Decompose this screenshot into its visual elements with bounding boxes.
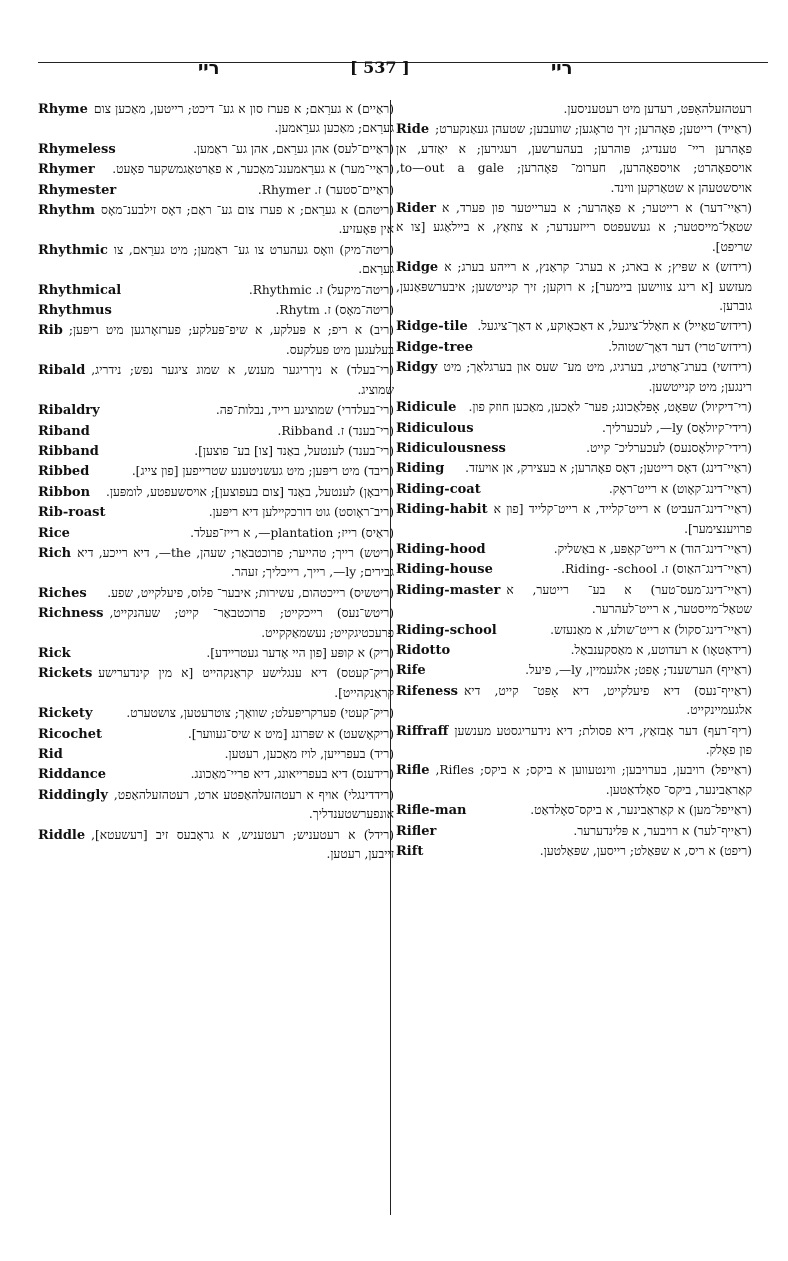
entry-definition: א רייט־קלייד, א רייט־קלייד [פון א פרויענצימער]. bbox=[493, 502, 752, 536]
entry-definition: לעכערליכ־ קייט. bbox=[586, 440, 666, 455]
dictionary-entry bbox=[396, 100, 752, 119]
entry-headword: Rickets bbox=[38, 666, 93, 682]
header-guide-word-right: ריי bbox=[551, 58, 573, 79]
entry-pronunciation: (ריטש) bbox=[359, 545, 394, 560]
entry-definition: א קאַראַבינער, א ביקס־סאָלדאַט. bbox=[530, 803, 685, 818]
page-header bbox=[38, 20, 768, 79]
entry-headword: Rhythmic bbox=[38, 242, 108, 258]
entry-headword: Rifle-man bbox=[396, 803, 467, 819]
entry-pronunciation: (ראַייף־נעס) bbox=[694, 683, 752, 698]
entry-headword: Riding-house bbox=[396, 562, 493, 578]
entry-pronunciation: (רי־בעלדרי) bbox=[337, 403, 394, 418]
entry-headword: Ribbon bbox=[38, 484, 91, 500]
dictionary-entry bbox=[396, 398, 752, 417]
entry-headword: Riding-master bbox=[396, 582, 501, 598]
entry-definition: ז. Ribband. bbox=[277, 423, 345, 438]
entry-pronunciation: (ריטה־מיקעל) bbox=[326, 282, 394, 297]
entry-headword: Rid bbox=[38, 747, 63, 762]
entry-headword: Ribald bbox=[38, 363, 86, 379]
entry-headword: Rhymer bbox=[38, 162, 95, 178]
dictionary-entry bbox=[38, 140, 394, 159]
entry-headword: Riddance bbox=[38, 767, 106, 783]
entry-pronunciation: (ראַיי־דער) bbox=[699, 201, 752, 216]
entry-headword: Riches bbox=[38, 585, 87, 601]
entry-definition: א רעדוטע, א מאַסקענבאַל. bbox=[570, 642, 699, 657]
entry-headword: Riding-school bbox=[396, 622, 497, 638]
entry-pronunciation: (רידזשי) bbox=[712, 360, 752, 375]
entry-headword: Ridotto bbox=[396, 642, 451, 658]
dictionary-entry bbox=[38, 160, 394, 179]
entry-pronunciation: (ראַיי־דינג־סקול) bbox=[674, 622, 752, 637]
entry-definition: שפּאָט, אָפּלאַכונג; פער־ לאַכען, מאַכען חוזק פון. bbox=[468, 400, 698, 415]
dictionary-entry bbox=[38, 281, 394, 300]
columns bbox=[38, 100, 768, 1215]
entry-headword: Ridge-tree bbox=[396, 339, 473, 355]
dictionary-entry bbox=[38, 584, 394, 603]
entry-definition: ly—, לעכערליך. bbox=[601, 420, 683, 435]
entry-pronunciation: (ראַייפל־מען) bbox=[688, 803, 752, 818]
entry-headword: Rhythm bbox=[38, 203, 96, 219]
dictionary-entry bbox=[396, 480, 752, 499]
entry-pronunciation: (ריבד) bbox=[363, 464, 394, 479]
entry-headword: Rhyme bbox=[38, 102, 88, 117]
entry-pronunciation: (ראַיים־סטער) bbox=[325, 182, 394, 197]
entry-headword: Ridiculousness bbox=[396, 440, 506, 456]
entry-definition: בערג־אַרטיג, בערגיג, מיט מע־ שעס און בערגלאַך; מיט רינגען; מיט קנייטשען. bbox=[443, 360, 752, 394]
dictionary-entry bbox=[396, 199, 752, 257]
entry-pronunciation: (ריטהם) bbox=[353, 203, 394, 218]
dictionary-entry bbox=[38, 181, 394, 200]
entry-definition: אויף א רעטהזעלהאַפטע ארט, רעטהזעלהאַפט, אונפערשטענדליך. bbox=[113, 787, 394, 822]
entry-pronunciation: (ראַיי־מער) bbox=[340, 162, 394, 177]
entry-pronunciation: (רידי־קיולאָסנעס) bbox=[669, 440, 752, 455]
entry-definition: א רייטער; א פאָהרער; א בערייטער פון פערד, א שטאַל־מייסטער; א געשעפטס רייזענדער; א צוזאַץ, א ביילאַגע [צו א שריפט]. bbox=[396, 201, 752, 254]
entry-headword: Rich bbox=[38, 545, 72, 561]
entry-headword: Riding-hood bbox=[396, 541, 486, 557]
entry-headword: Riband bbox=[38, 423, 90, 439]
dictionary-entry bbox=[38, 745, 394, 764]
entry-definition: א רייט־ראָק. bbox=[608, 481, 669, 496]
entry-pronunciation: (רידענס) bbox=[351, 767, 394, 782]
entry-pronunciation: (ריק־קעטי) bbox=[340, 706, 394, 721]
dictionary-entry bbox=[396, 722, 752, 761]
entry-headword: Ridge-tile bbox=[396, 319, 468, 335]
entry-pronunciation: (ראַייף) bbox=[716, 663, 752, 678]
dictionary-entry bbox=[38, 201, 394, 240]
entry-headword: Rib bbox=[38, 323, 63, 339]
entry-pronunciation: (רי־בענד) bbox=[348, 423, 394, 438]
entry-definition: ז. Rhythmic. bbox=[248, 282, 323, 297]
entry-headword: Ribbed bbox=[38, 464, 90, 480]
entry-definition: הערשענד; אָפט; אלגעמיין, ly—, פיעל. bbox=[525, 663, 713, 678]
entry-definition: א שפּיץ; א בארג; א בערג־ קראַנץ, א רייהע בערג; א מעזשע [א רינג צווישען ביימער]; א רוקען; זיך קנייטשען; איבערשפּאַנען, גוברען. bbox=[396, 260, 752, 314]
entry-definition: דער אָבזאַץ, דיא פסולת; דיא נידעריגסטע מענשען פון פאָלק. bbox=[454, 723, 752, 757]
entry-definition: שמוציגע רייד, נבלות־פה. bbox=[215, 403, 334, 418]
entry-pronunciation: (רידזש־טרי) bbox=[694, 339, 752, 354]
entry-definition: פערקריפּעלט; שוואַך; צוטרעטען, צושטערט. bbox=[126, 706, 337, 721]
entry-definition: רויבען, בערויבען; ווינטעווען א ביקס; א ביקס; Rifles, קאַראַבינער, ביקס־ סאָלדאַטען. bbox=[435, 763, 752, 797]
entry-definition: א גערַאם; א פערז סון א גע־ דיכט; רייטען, מאַכען צום גערַאם; מאַכען גערַאמען. bbox=[93, 102, 394, 136]
dictionary-entry bbox=[396, 661, 752, 680]
entry-headword: Rhymeless bbox=[38, 141, 116, 157]
entry-headword: Rifle bbox=[396, 763, 430, 779]
right-column bbox=[396, 100, 752, 1215]
entry-definition: דער דאַך־שטוהל. bbox=[608, 339, 691, 354]
entry-pronunciation: (ראַיי־דינג־מעס־טער) bbox=[650, 582, 752, 597]
entry-definition: לענטעל, באַנד [צו] בע־ פוצען]. bbox=[194, 443, 345, 458]
entry-pronunciation: (ראַייף־לער) bbox=[693, 823, 752, 838]
dictionary-entry bbox=[396, 682, 752, 721]
entry-definition: א ריס, א שפּאַלט; רייסען, שפּאַלטען. bbox=[539, 844, 716, 859]
entry-headword: Rice bbox=[38, 525, 70, 541]
entry-pronunciation: (ריק) bbox=[368, 645, 394, 660]
dictionary-page bbox=[38, 20, 768, 1215]
entry-definition: אהן גערַאם, אהן גע־ ראַמען. bbox=[193, 141, 330, 156]
dictionary-entry bbox=[396, 258, 752, 316]
dictionary-entry bbox=[38, 725, 394, 744]
dictionary-entry bbox=[38, 644, 394, 663]
dictionary-entry bbox=[38, 765, 394, 784]
dictionary-entry bbox=[396, 761, 752, 800]
dictionary-entry bbox=[38, 483, 394, 502]
dictionary-entry bbox=[396, 621, 752, 640]
dictionary-entry bbox=[38, 401, 394, 420]
dictionary-entry bbox=[396, 439, 752, 458]
dictionary-entry bbox=[396, 459, 752, 478]
dictionary-entry bbox=[396, 358, 752, 397]
entry-definition: בעפרייען, לויז מאַכען, רעטען. bbox=[224, 747, 366, 761]
entry-pronunciation: (ריטשיס) bbox=[349, 585, 394, 600]
dictionary-entry bbox=[396, 581, 752, 620]
entry-pronunciation: (ראַייפל) bbox=[710, 763, 752, 778]
dictionary-entry bbox=[38, 462, 394, 481]
entry-headword: Ridicule bbox=[396, 400, 457, 416]
entry-pronunciation: (ראַיי־דינג־האַוס) bbox=[672, 562, 752, 577]
entry-definition: א ניךריגער מענש, א שמוג ציגער נפש; נידריג, שמוציג. bbox=[91, 363, 394, 397]
entry-definition: א רעטעניש; רעטעניש, א גראָבעס זיב [רעשעטא], זייבען, רעטען. bbox=[91, 827, 394, 862]
entry-headword: Ribband bbox=[38, 443, 99, 459]
left-column bbox=[38, 100, 394, 1215]
entry-definition: א שפּרונג [מיט א שיס־געווער]. bbox=[187, 726, 335, 741]
entry-headword: Rider bbox=[396, 201, 436, 217]
entry-definition: רייכקייט; פרוכטבאַר־ קייט; שעהנקייט, פרעכטיגקייט; נעשמאַקקייט. bbox=[109, 606, 394, 640]
dictionary-entry bbox=[396, 500, 752, 539]
entry-definition: מיט ריפּען; מיט געשניטענע שטרייפען [פון צייג]. bbox=[131, 464, 360, 479]
entry-pronunciation: (ריק־קעטס) bbox=[336, 666, 394, 681]
entry-definition: ז. Rhymer. bbox=[257, 182, 322, 197]
entry-headword: Riffraff bbox=[396, 723, 449, 739]
entry-headword: Rhythmus bbox=[38, 303, 112, 319]
dictionary-entry bbox=[38, 826, 394, 865]
dictionary-entry bbox=[38, 503, 394, 522]
entry-headword: Riddle bbox=[38, 827, 86, 843]
page-number: [ 537 ] bbox=[350, 58, 410, 77]
entry-pronunciation: (ראַיי־דינג־העביט) bbox=[666, 502, 752, 517]
dictionary-entry bbox=[396, 419, 752, 438]
entry-headword: Rifeness bbox=[396, 683, 458, 699]
dictionary-entry bbox=[38, 100, 394, 139]
dictionary-entry bbox=[38, 664, 394, 703]
entry-headword: Rib-roast bbox=[38, 505, 106, 521]
entry-definition: רייטען; פאָהרען; זיך טראָגען; שוועבען; שטעהן געאַנקערט; פאָהרען ריי־ טענדיג; פּוהרען; בעהערשען, רעגירען; א יאַזדע, אן אויספאָהרט; אויספאָהרען, חערומ־ פאָהרען; to—out a gale, אויסשטעהן א שטאַרקען ווינד. bbox=[396, 122, 752, 195]
dictionary-entry bbox=[38, 301, 394, 320]
entry-definition: ז. Rhytm. bbox=[275, 303, 331, 318]
dictionary-entry bbox=[396, 120, 752, 198]
entry-headword: Ricochet bbox=[38, 726, 102, 742]
entry-definition: גוט דורכקיילען דיא ריפּען. bbox=[208, 505, 331, 520]
entry-definition: א בע־ רייטער, א שטאַל־מייסטער, א רייט־לעהרער. bbox=[506, 582, 752, 617]
entry-pronunciation: (ריפט) bbox=[719, 844, 752, 859]
entry-pronunciation: (ראַיי־דינג־קאָוט) bbox=[672, 481, 752, 496]
entry-pronunciation: (ראַיי־דינג־הוד) bbox=[680, 541, 752, 556]
entry-definition: רייז; plantation—, א רייז־פעלד. bbox=[190, 525, 358, 540]
entry-definition: וואָס געהערט צו גע־ ראַמען; מיט גערַאם, צו גערַאם. bbox=[113, 242, 394, 277]
entry-pronunciation: (רידדינגלי) bbox=[343, 787, 394, 802]
entry-headword: Ride bbox=[396, 122, 430, 138]
entry-headword: Rifler bbox=[396, 823, 437, 839]
dictionary-entry bbox=[396, 641, 752, 660]
entry-pronunciation: (ריטש־נעס) bbox=[336, 606, 394, 621]
entry-pronunciation: (ראַיי־דינג) bbox=[701, 461, 752, 476]
dictionary-entry bbox=[396, 317, 752, 336]
entry-definition: רייך; טהייער; פרוכטבאַר; שעהן, the—, דיא רייכע, דיא גבירים; ly—, רייך, רייכליך; זעהר. bbox=[77, 545, 394, 580]
entry-definition: א רייט־קאַפּע, א באַשליק. bbox=[553, 541, 677, 556]
dictionary-entry bbox=[396, 801, 752, 820]
entry-headword: Rick bbox=[38, 645, 71, 661]
dictionary-entry bbox=[38, 604, 394, 643]
entry-pronunciation: (ריטה־מאָס) bbox=[334, 303, 394, 318]
dictionary-entry bbox=[396, 842, 752, 861]
entry-definition: דיא פיעלקייט, דיא אָפּט־ קייט, דיא אלגעמיינקייט. bbox=[463, 683, 752, 718]
entry-pronunciation: (ראַיס) bbox=[361, 525, 394, 540]
entry-headword: Rife bbox=[396, 663, 426, 679]
entry-headword: Ribaldry bbox=[38, 403, 100, 419]
entry-pronunciation: (ראַיים) bbox=[357, 102, 394, 116]
entry-pronunciation: (רידל) bbox=[363, 827, 394, 842]
entry-pronunciation: (ריטה־מיק) bbox=[339, 242, 394, 257]
entry-pronunciation: (רידזש) bbox=[715, 260, 752, 275]
dictionary-entry bbox=[38, 361, 394, 400]
entry-headword: Riding-coat bbox=[396, 481, 481, 497]
entry-headword: Riding-habit bbox=[396, 502, 488, 518]
dictionary-entry bbox=[396, 822, 752, 841]
entry-pronunciation: (ריקאָשעט) bbox=[338, 726, 394, 741]
entry-pronunciation: (ריב) bbox=[369, 323, 394, 338]
column-divider bbox=[390, 100, 391, 1215]
entry-pronunciation: (ריבאָן) bbox=[359, 484, 394, 499]
entry-definition: א ריפ; א פּעלקע, א שיפ־פּעלקע; פערזאָרגען מיט ריפּען; בעלעגען מיט פעלקעס. bbox=[68, 323, 394, 357]
entry-pronunciation: (ראַיים־לעס) bbox=[332, 141, 394, 156]
dictionary-entry bbox=[38, 704, 394, 723]
dictionary-entry bbox=[38, 321, 394, 360]
entry-headword: Rickety bbox=[38, 706, 93, 722]
entry-pronunciation: (רי־דיקיול) bbox=[701, 400, 752, 415]
entry-pronunciation: (ראַייד) bbox=[716, 122, 752, 137]
entry-definition: דיא ענגלישע קראַנקהייט [א מין קינדערישע קראַנקהייט]. bbox=[98, 666, 394, 700]
entry-headword: Ridiculous bbox=[396, 420, 474, 436]
entry-definition: דאָס רייטען; דאָס פאָהרען; א בעצירק, אן אויעזד. bbox=[465, 461, 698, 476]
entry-headword: Riddingly bbox=[38, 787, 108, 803]
entry-headword: Richness bbox=[38, 606, 104, 622]
entry-definition: לענטעל, באַנד [צום בעפוצען]; אויסשעפטע, לומפּען. bbox=[106, 484, 356, 499]
entry-pronunciation: (רידי־קיולאָס) bbox=[686, 420, 752, 435]
dictionary-entry bbox=[38, 241, 394, 280]
entry-definition: א קופּע [פון היי אָדער געטריידע]. bbox=[206, 645, 365, 660]
entry-headword: Riding bbox=[396, 461, 445, 477]
entry-headword: Rhythmical bbox=[38, 282, 122, 298]
entry-pronunciation: (רידזש־טאַייל) bbox=[683, 319, 752, 334]
dictionary-entry bbox=[396, 540, 752, 559]
dictionary-entry bbox=[38, 786, 394, 825]
header-guide-word-left: ריי bbox=[198, 58, 220, 79]
entry-pronunciation: (רידאָטאָו) bbox=[702, 642, 752, 657]
entry-pronunciation: (רי־בענד) bbox=[348, 443, 394, 458]
dictionary-entry bbox=[38, 422, 394, 441]
entry-definition: א רויבער, א פּלינדערער. bbox=[573, 823, 690, 838]
dictionary-entry bbox=[38, 442, 394, 461]
entry-pronunciation: (ריד) bbox=[369, 747, 394, 761]
entry-definition: רעטהזעלהאַפּט, רעדען מיט רעטעניסען. bbox=[563, 102, 752, 116]
entry-headword: Ridgy bbox=[396, 360, 438, 376]
entry-headword: Ridge bbox=[396, 260, 439, 276]
entry-headword: Rhymester bbox=[38, 182, 117, 198]
dictionary-entry bbox=[396, 338, 752, 357]
dictionary-entry bbox=[38, 524, 394, 543]
entry-definition: רייכטהום, עשירות; איבער־ פלוס, פיעלקייט, שפע. bbox=[107, 585, 346, 600]
entry-definition: א חאַלל־ציגעל, א דאַכאָוקע, א דאַך־ציגעל. bbox=[477, 319, 681, 334]
dictionary-entry bbox=[38, 544, 394, 583]
entry-definition: דיא בעפרייאונג, דיא פריי־מאַכונג. bbox=[190, 767, 348, 782]
entry-definition: א גערַאם; א פערז צום גע־ ראַם; דאָס זילבענ־מאָס אין פּאָעזיע. bbox=[101, 203, 394, 237]
entry-definition: א גערַאמענג־מאַכער, א פאַרטאַגמשקער פאָעט. bbox=[112, 162, 337, 177]
dictionary-entry bbox=[396, 560, 752, 579]
entry-definition: ז. Riding- -school. bbox=[561, 562, 669, 577]
entry-headword: Rift bbox=[396, 844, 424, 860]
entry-pronunciation: (רי־בעלד) bbox=[346, 363, 394, 378]
entry-pronunciation: (ריב־ראָוסט) bbox=[334, 505, 394, 520]
entry-pronunciation: (ריף־רעף) bbox=[703, 723, 752, 738]
entry-definition: א רייט־שולע, א מאַנעזש. bbox=[550, 622, 671, 637]
